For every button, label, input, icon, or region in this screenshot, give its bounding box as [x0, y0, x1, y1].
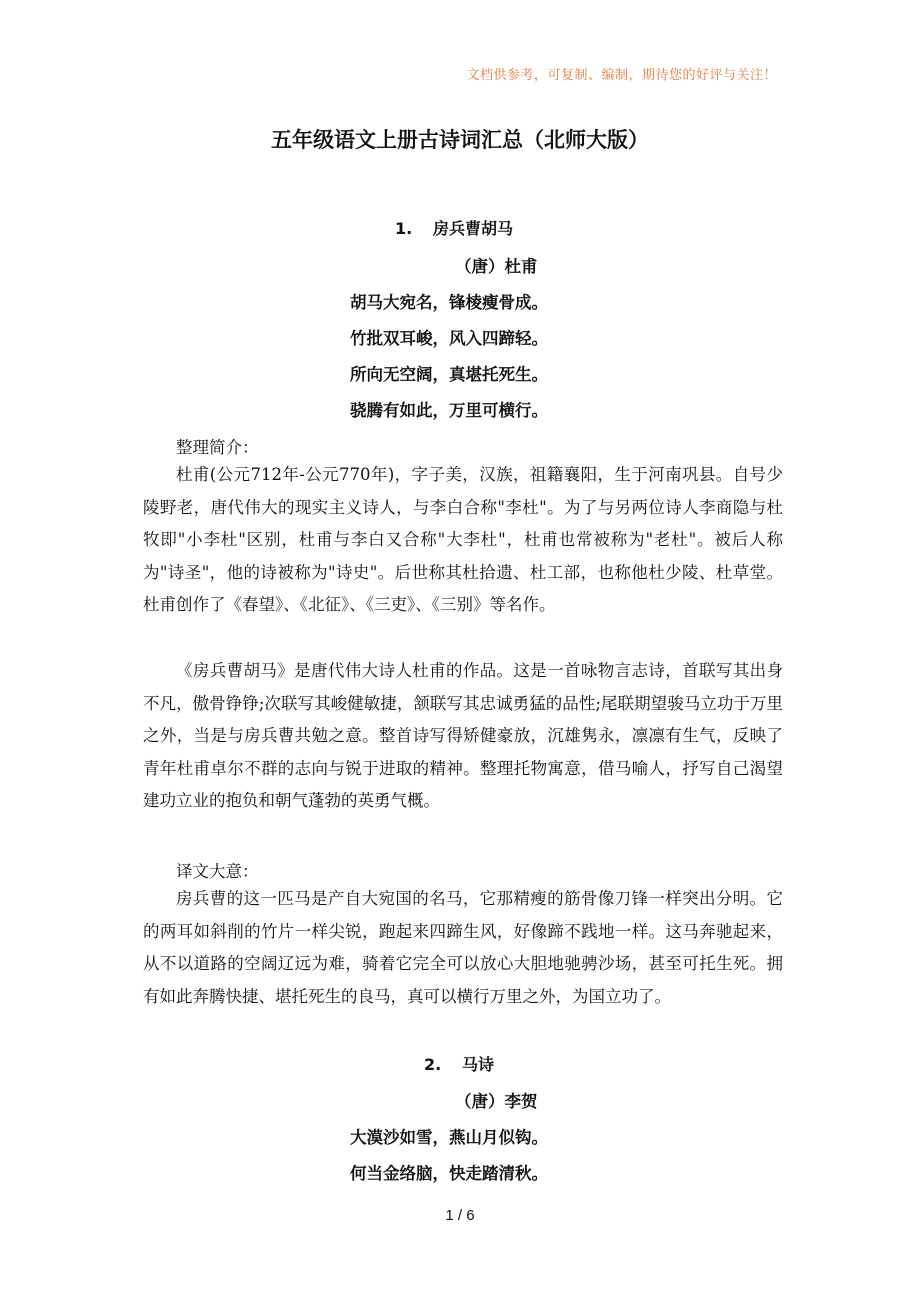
poem-1-number: 1. [395, 219, 413, 238]
poem-1-line-2: 竹批双耳峻，风入四蹄轻。 [350, 329, 548, 348]
poem-1-heading [395, 216, 513, 239]
poem-1-line-4: 骁腾有如此，万里可横行。 [350, 401, 548, 420]
poem-1-title: 房兵曹胡马 [433, 219, 514, 238]
poem-2-heading [424, 1052, 494, 1075]
page-title: 五年级语文上册古诗词汇总（北师大版） [271, 128, 649, 152]
intro-paragraph-poem: 《房兵曹胡马》是唐代伟大诗人杜甫的作品。这是一首咏物言志诗，首联写其出身不凡，傲骨铮铮;次联写其峻健敏捷，颔联写其忠诚勇猛的品性;尾联期望骏马立功于万里之外，当是与房兵曹共勉之意。整首诗写得矫健豪放，沉雄隽永，凛凛有生气，反映了青年杜甫卓尔不群的志向与锐于进取的精神。整理托物寓意，借马喻人，抒写自己渴望建功立业的抱负和朝气蓬勃的英勇气概。 [143, 661, 783, 811]
translation-paragraph: 房兵曹的这一匹马是产自大宛国的名马，它那精瘦的筋骨像刀锋一样突出分明。它的两耳如斜削的竹片一样尖锐，跑起来四蹄生风，好像蹄不践地一样。这马奔驰起来，从不以道路的空阔辽远为难，骑着它完全可以放心大胆地驰骋沙场，甚至可托生死。拥有如此奔腾快捷、堪托死生的良马，真可以横行万里之外，为国立功了。 [143, 889, 783, 1006]
poem-2-line-2: 何当金络脑，快走踏清秋。 [350, 1164, 548, 1183]
poem-2-line-1: 大漠沙如雪，燕山月似钩。 [350, 1128, 548, 1147]
watermark: 文档供参考，可复制、编制，期待您的好评与关注！ [466, 68, 777, 83]
poem-1-author: （唐）杜甫 [455, 257, 538, 276]
page-number: 1 / 6 [445, 1207, 475, 1224]
poem-1-line-1: 胡马大宛名，锋棱瘦骨成。 [350, 293, 548, 312]
poem-2-number: 2. [424, 1055, 442, 1074]
poem-1-line-3: 所向无空阔，真堪托死生。 [350, 365, 548, 384]
intro-heading: 整理简介： [176, 438, 259, 457]
intro-paragraph-author: 杜甫(公元712年-公元770年)，字子美，汉族，祖籍襄阳，生于河南巩县。自号少陵野老，唐代伟大的现实主义诗人，与李白合称"李杜"。为了与另两位诗人李商隐与杜牧即"小李杜"区别，杜甫与李白又合称"大李杜"，杜甫也常被称为"老杜"。被后人称为"诗圣"，他的诗被称为"诗史"。后世称其杜拾遗、杜工部，也称他杜少陵、杜草堂。杜甫创作了《春望》、《北征》、《三吏》、《三别》等名作。 [143, 465, 783, 615]
poem-2-title: 马诗 [462, 1055, 495, 1074]
poem-2-author: （唐）李贺 [455, 1092, 538, 1111]
translation-heading: 译文大意： [176, 862, 259, 881]
